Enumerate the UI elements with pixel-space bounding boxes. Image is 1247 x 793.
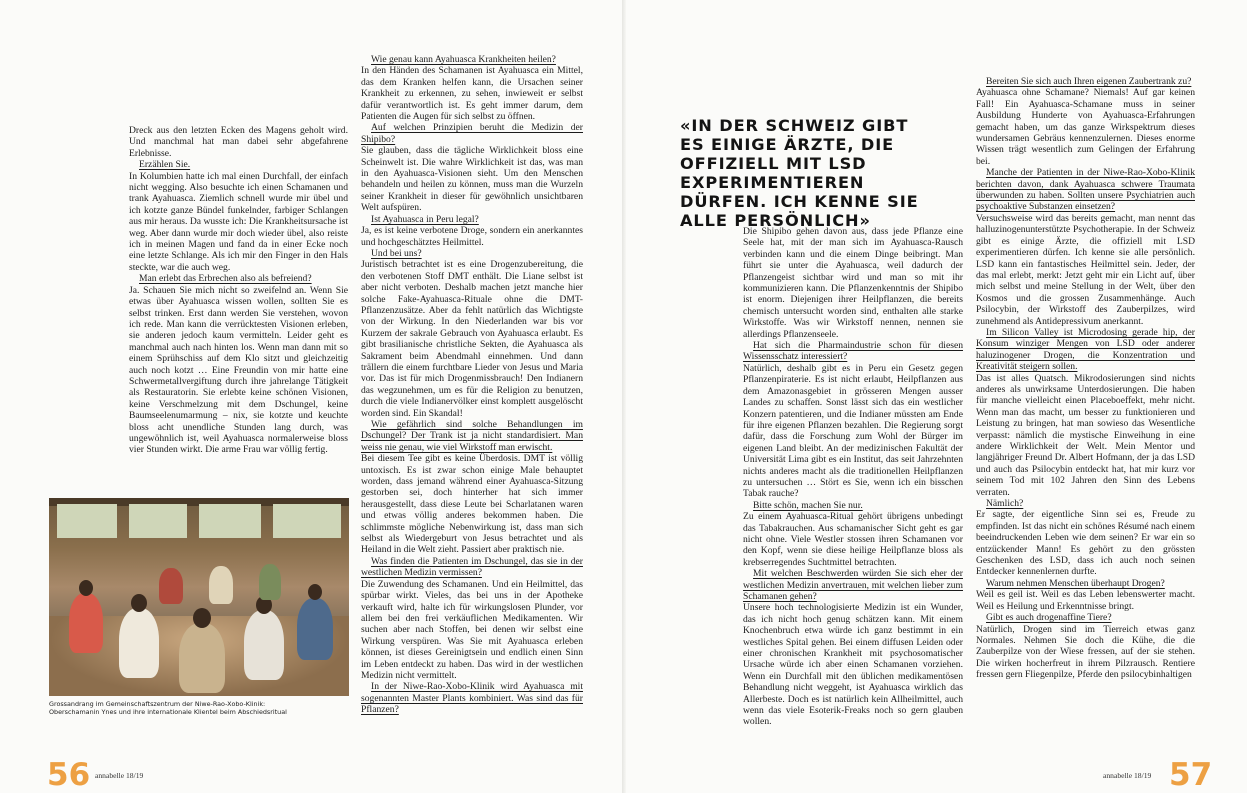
interview-question: Hat sich die Pharmaindustrie schon für diesen Wissensschatz interessiert? [743, 340, 963, 363]
left-page [0, 0, 620, 793]
pull-quote: «IN DER SCHWEIZ GIBT ES EINIGE ÄRZTE, DIE OFFIZIELL MIT LSD EXPERIMENTIEREN DÜRFEN. ICH KENNE SIE ALLE PERSÖNLICH» [680, 116, 919, 230]
photo-caption [49, 700, 349, 717]
interview-answer: Er sagte, der eigentliche Sinn sei es, Freude zu empfinden. Ist das nicht ein schönes Résumé nach einem beeindruckenden Leben wie dem seinen? Er war ein so entzückender Mann! Es gehört zu den grössten Geschenken des LSD, dass ich auch noch seinen Entdecker kennenlernen durfte. [976, 509, 1195, 578]
column-3 [743, 226, 963, 728]
spine-gutter [622, 0, 626, 793]
interview-question: Gibt es auch drogenaffine Tiere? [986, 612, 1112, 624]
interview-answer: Ayahuasca ohne Schamane? Niemals! Auf gar keinen Fall! Ein Ayahuasca-Schamane muss in seiner Ausbildung Hunderte von Ayahuasca-Erfahrungen gemacht haben, um das ganze Wirkspektrum dieses wundersamen Gebräus kennenzulernen. Dieses enorme Wissen trägt wesentlich zum Gelingen der Erfahrung bei. [976, 87, 1195, 167]
interview-answer: Juristisch betrachtet ist es eine Drogenzubereitung, die den verbotenen Stoff DMT enthält. Die Liane selbst ist aber nicht verboten. Deshalb machen jetzt manche hier solche Fake-Ayahuasca-Rituale ohne die DMT-Pflanzenzusätze. Aber da fehlt natürlich das Wichtigste von der Wirkung. In den Niederlanden war bis vor Kurzem der sakrale Gebrauch von Ayahuasca erlaubt. Es gibt brasilianische christliche Sekten, die Ayahuasca als Sakrament beim Abendmahl einnehmen. Und dann trällern die einem furchtbare Lieder von Jesus und Maria vor. Das ist für mich Drogenmissbrauch! Den Indianern das wegzunehmen, um es für die Religion zu benutzen, durch die viele Indianervölker einst komplett ausgelöscht worden sind. Ein Skandal! [361, 259, 583, 419]
folio-left: annabelle 18/19 [95, 771, 144, 780]
interview-question: Wie gefährlich sind solche Behandlungen im Dschungel? Der Trank ist ja nicht standardisiert. Man weiss nie genau, wie viel Wirkstoff man erwischt. [361, 419, 583, 453]
interview-question: Erzählen Sie. [139, 159, 191, 171]
interview-answer: Die Zuwendung des Schamanen. Und ein Heilmittel, das spürbar wirkt. Vieles, das bei uns in der Apotheke verkauft wird, halte ich für wirkungslosen Plunder, vor allem bei den frei verkäuflichen Medikamenten. Wir suchen aber nach Stoffen, bei denen wir selbst eine Wirkung verspüren. Was Sie mit Ayahuasca erleben können, ist dieses Gereinigtsein und endlich einen Sinn im Leben entdeckt zu haben. Das wird in der westlichen Medizin nicht vermittelt. [361, 578, 583, 681]
interview-question: Auf welchen Prinzipien beruht die Medizin der Shipibo? [361, 122, 583, 145]
interview-answer: Versuchsweise wird das bereits gemacht, man nennt das halluzinogenunterstützte Psychotherapie. In der Schweiz gibt es einige Ärzte, die offiziell mit LSD experimentieren dürfen. Ich kenne sie alle persönlich. LSD kann ein fantastisches Heilmittel sein. Jeder, der das mal erlebt, merkt: Jetzt geht mir ein Licht auf, über mich selbst und meine Stellung in der Welt, über den Kosmos und die grossen Zusammenhänge. Auch Psilocybin, der Wirkstoff des Zauberpilzes, wird zunehmend als Antidepressivum anerkannt. [976, 212, 1195, 327]
interview-answer: Zu einem Ayahuasca-Ritual gehört übrigens unbedingt das Tabakrauchen. Aus schamanischer Sicht geht es gar nicht ohne. Viele Westler stossen ihren Schamanen vor den Kopf, wenn sie diese heilige Heilpflanze bloss als krebserregendes Suchtmittel betrachten. [743, 511, 963, 568]
interview-question: In der Niwe-Rao-Xobo-Klinik wird Ayahuasca mit sogenannten Master Plants kombiniert. Was sind das für Pflanzen? [361, 681, 583, 716]
interview-question: Nämlich? [986, 498, 1024, 510]
interview-answer: Ja, es ist keine verbotene Droge, sondern ein anerkanntes und hochgeschätztes Heilmittel. [361, 225, 583, 248]
interview-answer: Dreck aus den letzten Ecken des Magens geholt wird. Und manchmal hat man dabei sehr abgefahrene Erlebnisse. [129, 125, 348, 159]
caption-line-1: Grossandrang im Gemeinschaftszentrum der Niwe-Rao-Xobo-Klinik: [49, 700, 266, 708]
interview-question: Ist Ayahuasca in Peru legal? [371, 213, 479, 225]
interview-question: Wie genau kann Ayahuasca Krankheiten heilen? [371, 54, 556, 65]
column-2 [361, 54, 583, 716]
interview-answer: Weil es geil ist. Weil es das Leben lebenswerter macht. Weil es Heilung und Erkenntnisse bringt. [976, 589, 1195, 612]
interview-question: Mit welchen Beschwerden würden Sie sich eher der westlichen Medizin anvertrauen, mit welchen lieber zum Schamanen gehen? [743, 568, 963, 602]
column-1 [129, 125, 348, 456]
interview-question: Man erlebt das Erbrechen also als befreiend? [139, 273, 312, 285]
interview-question: Und bei uns? [371, 247, 422, 259]
right-page [628, 0, 1247, 793]
interview-question: Bitte schön, machen Sie nur. [753, 499, 863, 511]
interview-answer: Natürlich, Drogen sind im Tierreich etwas ganz Normales. Nehmen Sie doch die Kühe, die die Zauberpilze von der Wiese fressen, auf der sie stehen. Die wirken hocherfreut in ihrem Pilzrausch. Rentiere fressen gern Fliegenpilze, Pferde den psilocybinhaltigen [976, 623, 1195, 681]
interview-answer: Sie glauben, dass die tägliche Wirklichkeit bloss eine Scheinwelt ist. Die wahre Wirklichkeit ist das, was man in den Ayahuasca-Visionen sieht. Um den Menschen behandeln und heilen zu können, muss man die Wurzeln seiner Krankheit in dieser für gewöhnlich unsichtbaren Welt aufspüren. [361, 145, 583, 214]
page-number-left: 56 [47, 757, 91, 793]
interview-question: Was finden die Patienten im Dschungel, das sie in der westlichen Medizin vermissen? [361, 555, 583, 579]
interview-answer: In Kolumbien hatte ich mal einen Durchfall, der einfach nicht wegging. Also besuchte ich einen Schamanen und trank Ayahuasca. Ziemlich schnell wurde mir übel und ich kotzte ganze Bündel funkelnder, farbiger Schlangen aus mir heraus. Da wusste ich: Die Krankheitsursache ist weg. Aber dann wurde mir doch wieder übel, also reiste ich in meinen Magen und fand da in einer Ecke noch eine letzte Schlange. Als ich mir den Finger in den Hals steckte, war die auch weg. [129, 170, 348, 273]
interview-answer: Die Shipibo gehen davon aus, dass jede Pflanze eine Seele hat, mit der man sich im Ayahuasca-Rausch verbinden kann und die einem Dinge beibringt. Man führt sie unter die Ayahuasca, weil dadurch der Pflanzengeist sichtbar wird und man so mit ihr kommunizieren kann. Die Pflanzenkenntnis der Shipibo ist enorm. Diejenigen ihrer Heilpflanzen, die bereits chemisch untersucht worden sind, enthalten alle starke Wirkstoffe. Was wir Wirkstoff nennen, nennen sie allerdings Pflanzenseele. [743, 226, 963, 340]
interview-answer: Natürlich, deshalb gibt es in Peru ein Gesetz gegen Pflanzenpiraterie. Es ist nicht erlaubt, Heilpflanzen aus dem Amazonasgebiet in grösseren Mengen ausser Landes zu schaffen. Sonst lässt sich das ein westlicher Konzern patentieren, und die Indianer müssten am Ende für ihre eigenen Pflanzen bezahlen. Die Regierung sorgt dafür, dass die Forschung zum Wohl der Bürger im eigenen Land bleibt. An der medizinischen Fakultät der Universität Lima gibt es ein Institut, das seit Jahrzehnten nichts anderes macht als die traditionellen Heilpflanzen zu untersuchen … Stört es Sie, wenn ich ein bisschen Tabak rauche? [743, 362, 963, 500]
ritual-photo [49, 498, 349, 696]
interview-answer: Das ist alles Quatsch. Mikrodosierungen sind nichts anderes als unwirksame Unterdosierungen. Die haben für manche vielleicht einen Placeboeffekt, mehr nicht. Wenn man das macht, um besser zu funktionieren und Leistung zu bringen, hat man sowieso das Wesentliche verpasst: nämlich die mystische Einweihung in eine andere Wirklichkeit der Welt. Mein Mentor und langjähriger Freund Dr. Albert Hofmann, der ja das LSD und auch das Psilocybin entdeckt hat, hat mir kurz vor seinem Tod mit 102 Jahren den Sinn des Lebens verraten. [976, 372, 1195, 498]
interview-question: Manche der Patienten in der Niwe-Rao-Xobo-Klinik berichten davon, dank Ayahuasca schwere Traumata überwunden zu haben. Sollten unsere Psychiatrien auch psychoaktive Substanzen einsetzen? [976, 167, 1195, 213]
interview-question: Im Silicon Valley ist Microdosing gerade hip, der Konsum winziger Mengen von LSD oder anderer haluzinogener Drogen, die Konzentration und Kreativität steigern sollen. [976, 326, 1195, 373]
folio-right: annabelle 18/19 [1103, 771, 1152, 780]
interview-answer: In den Händen des Schamanen ist Ayahuasca ein Mittel, das dem Kranken helfen kann, die Ursachen seiner Krankheit zu erkennen, zu sehen, inwieweit er selbst dafür verantwortlich ist. Es geht immer darum, dem Patienten die Augen für sich selbst zu öffnen. [361, 65, 583, 123]
page-number-right: 57 [1169, 757, 1213, 793]
interview-answer: Bei diesem Tee gibt es keine Überdosis. DMT ist völlig untoxisch. Es ist zwar schon einige Male behauptet worden, dass jemand während einer Ayahuasca-Sitzung gestorben sei, doch hinterher hat sich immer herausgestellt, dass diese Leute bei Scharlatanen waren und etwas völlig anderes bekommen haben. Die schlimmste mögliche Nebenwirkung ist, dass man sich selbst als Wiedergeburt von Jesus betrachtet und als Heiland in die Welt zieht. Passiert aber praktisch nie. [361, 453, 583, 556]
interview-question: Bereiten Sie sich auch Ihren eigenen Zaubertrank zu? [986, 76, 1192, 87]
interview-answer: Unsere hoch technologisierte Medizin ist ein Wunder, das ich nicht hoch genug schätzen kann. Mit einem Knochenbruch etwa würde ich ganz bestimmt in ein westliches Spital gehen. Bei einem diffusen Leiden oder einer chronischen Krankheit mit psychosomatischer Ursache würde ich aber einen Schamanen vorziehen. Wenn ein Durchfall mit den üblichen medikamentösen Behandlung nicht weggeht, ist Ayahuasca wirklich das Allerbeste. Doch es ist natürlich kein Allheilmittel, auch wenn das viele Esoterik-Freaks noch so gern glauben wollen. [743, 602, 963, 728]
interview-answer: Ja. Schauen Sie mich nicht so zweifelnd an. Wenn Sie etwas über Ayahuasca wissen wollen, sollten Sie es selbst trinken. Erst dann werden Sie verstehen, wovon ich rede. Man kann die verrücktesten Visionen erleben, sie anderen jedoch kaum vermitteln. Leider geht es manchmal auch nach hinten los. Wenn man dann mit so einem Sprühschiss auf dem Klo sitzt und gleichzeitig auch noch kotzt … Eine Freundin von mir hatte eine Schwermetallvergiftung durch ihre jahrelange Tätigkeit als Restauratorin. Sie erlebte keine schönen Visionen, keine Verschmelzung mit dem Dschungel, keine Baumseelenumarmung – nix, sie kotzte und keuchte bloss acht unendliche Stunden lang durch, was ungewöhnlich ist, weil Ayahuasca normalerweise bloss vier Stunden wirkt. Die arme Frau war völlig fertig. [129, 284, 348, 456]
interview-question: Warum nehmen Menschen überhaupt Drogen? [986, 577, 1165, 589]
caption-line-2: Oberschamanin Ynes und ihre internationale Klientel beim Abschiedsritual [49, 708, 287, 717]
column-4 [976, 76, 1195, 681]
